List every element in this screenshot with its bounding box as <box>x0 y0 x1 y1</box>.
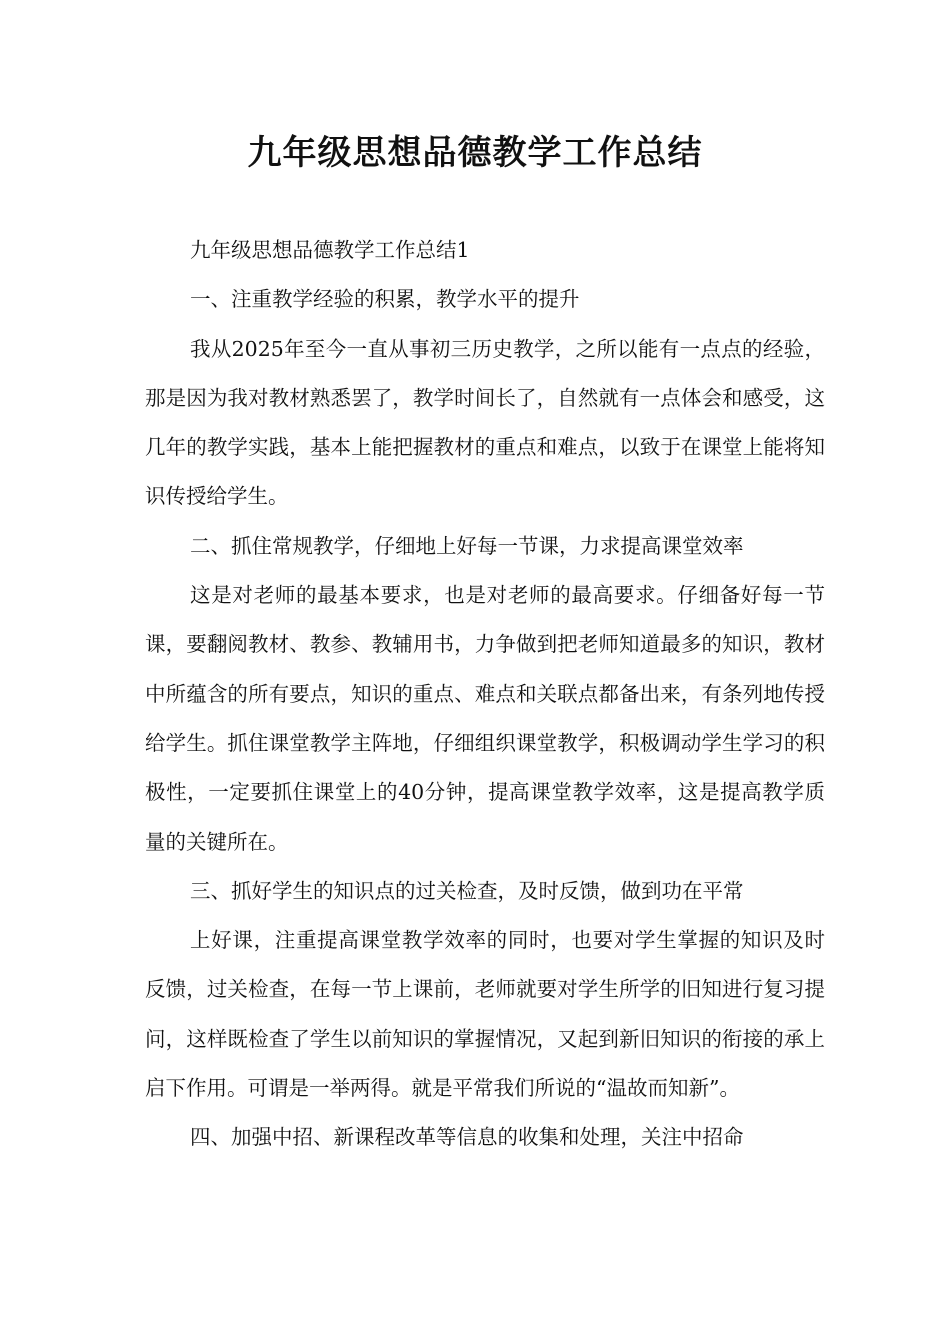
body-paragraph: 我从2025年至今一直从事初三历史教学，之所以能有一点点的经验，那是因为我对教材熟悉罢了，教学时间长了，自然就有一点体会和感受，这几年的教学实践，基本上能把握教材的重点和难点，以致于在课堂上能将知识传授给学生。 <box>145 336 825 509</box>
section-heading-4: 四、加强中招、新课程改革等信息的收集和处理，关注中招命 <box>190 1125 744 1150</box>
body-paragraph: 这是对老师的最基本要求，也是对老师的最高要求。仔细备好每一节课，要翻阅教材、教参、教辅用书，力争做到把老师知道最多的知识，教材中所蕴含的所有要点，知识的重点、难点和关联点都备出来，有条列地传授给学生。抓住课堂教学主阵地，仔细组织课堂教学，积极调动学生学习的积极性，一定要抓住课堂上的40分钟，提高课堂教学效率，这是提高教学质量的关键所在。 <box>145 583 825 854</box>
document-body <box>145 226 825 1163</box>
subtitle-paragraph: 九年级思想品德教学工作总结1 <box>190 238 470 262</box>
body-paragraph: 上好课，注重提高课堂教学效率的同时，也要对学生掌握的知识及时反馈，过关检查，在每一节上课前，老师就要对学生所学的旧知进行复习提问，这样既检查了学生以前知识的掌握情况，又起到新旧知识的衔接的承上启下作用。可谓是一举两得。就是平常我们所说的“温故而知新”。 <box>145 928 825 1101</box>
section-heading-2: 二、抓住常规教学，仔细地上好每一节课，力求提高课堂效率 <box>190 533 744 558</box>
section-heading-3: 三、抓好学生的知识点的过关检查，及时反馈，做到功在平常 <box>190 878 744 903</box>
document-title: 九年级思想品德教学工作总结 <box>247 133 703 173</box>
section-heading-1: 一、注重教学经验的积累，教学水平的提升 <box>190 287 580 312</box>
